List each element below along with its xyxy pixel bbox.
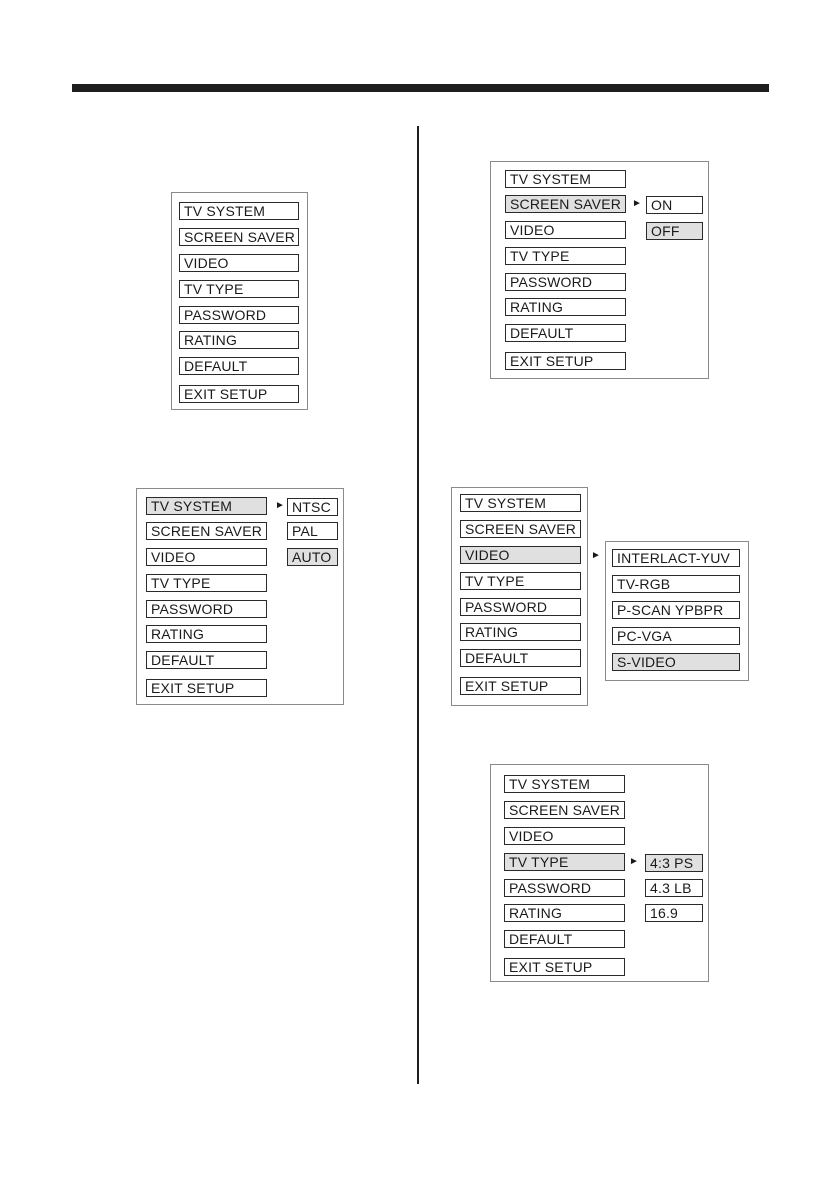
menu-item-video[interactable]: VIDEO bbox=[504, 827, 625, 845]
menu-item-video[interactable]: VIDEO bbox=[460, 546, 581, 564]
video-options-panel bbox=[605, 541, 749, 681]
submenu-arrow-icon: ► bbox=[591, 550, 601, 561]
menu-item-exit-setup[interactable]: EXIT SETUP bbox=[179, 385, 299, 403]
menu-item-password[interactable]: PASSWORD bbox=[460, 598, 581, 616]
option-pc-vga[interactable]: PC-VGA bbox=[612, 627, 740, 645]
menu-item-tv-type[interactable]: TV TYPE bbox=[460, 572, 581, 590]
option-ntsc[interactable]: NTSC bbox=[287, 498, 338, 516]
menu-item-video[interactable]: VIDEO bbox=[179, 254, 299, 272]
submenu-arrow-icon: ► bbox=[629, 856, 639, 867]
option-off[interactable]: OFF bbox=[646, 222, 703, 240]
column-divider bbox=[417, 126, 419, 1084]
menu-item-screen-saver[interactable]: SCREEN SAVER bbox=[504, 801, 625, 819]
option-4-3-lb[interactable]: 4.3 LB bbox=[645, 879, 703, 897]
menu-item-tv-type[interactable]: TV TYPE bbox=[504, 853, 625, 871]
menu-item-tv-type[interactable]: TV TYPE bbox=[505, 247, 626, 265]
menu-item-tv-type[interactable]: TV TYPE bbox=[146, 574, 267, 592]
menu-item-tv-system[interactable]: TV SYSTEM bbox=[505, 170, 626, 188]
menu-item-screen-saver[interactable]: SCREEN SAVER bbox=[460, 520, 581, 538]
menu-item-password[interactable]: PASSWORD bbox=[179, 306, 299, 324]
setup-menu-tv-system bbox=[136, 488, 344, 705]
menu-item-rating[interactable]: RATING bbox=[460, 623, 581, 641]
option-4-3-ps[interactable]: 4:3 PS bbox=[645, 854, 703, 872]
option-s-video[interactable]: S-VIDEO bbox=[612, 653, 740, 671]
menu-item-default[interactable]: DEFAULT bbox=[146, 651, 267, 669]
header-rule bbox=[72, 84, 769, 92]
option-interlact-yuv[interactable]: INTERLACT-YUV bbox=[612, 549, 740, 567]
menu-item-tv-system[interactable]: TV SYSTEM bbox=[460, 494, 581, 512]
menu-item-screen-saver[interactable]: SCREEN SAVER bbox=[505, 195, 626, 213]
menu-item-video[interactable]: VIDEO bbox=[505, 221, 626, 239]
option-16-9[interactable]: 16.9 bbox=[645, 904, 703, 922]
menu-item-password[interactable]: PASSWORD bbox=[146, 600, 267, 618]
option-pal[interactable]: PAL bbox=[287, 522, 338, 540]
setup-menu-screen-saver bbox=[490, 161, 709, 379]
menu-item-tv-type[interactable]: TV TYPE bbox=[179, 280, 299, 298]
menu-item-default[interactable]: DEFAULT bbox=[504, 930, 625, 948]
menu-item-default[interactable]: DEFAULT bbox=[179, 357, 299, 375]
setup-menu-tv-type bbox=[490, 764, 709, 982]
menu-item-password[interactable]: PASSWORD bbox=[505, 273, 626, 291]
menu-item-default[interactable]: DEFAULT bbox=[505, 324, 626, 342]
menu-item-tv-system[interactable]: TV SYSTEM bbox=[146, 497, 267, 515]
option-p-scan-ypbpr[interactable]: P-SCAN YPBPR bbox=[612, 601, 740, 619]
menu-item-exit-setup[interactable]: EXIT SETUP bbox=[505, 352, 626, 370]
menu-item-password[interactable]: PASSWORD bbox=[504, 879, 625, 897]
menu-item-screen-saver[interactable]: SCREEN SAVER bbox=[146, 522, 267, 540]
submenu-arrow-icon: ► bbox=[632, 198, 642, 209]
menu-item-rating[interactable]: RATING bbox=[504, 904, 625, 922]
menu-item-tv-system[interactable]: TV SYSTEM bbox=[504, 775, 625, 793]
menu-item-exit-setup[interactable]: EXIT SETUP bbox=[460, 677, 581, 695]
menu-item-screen-saver[interactable]: SCREEN SAVER bbox=[179, 228, 299, 246]
option-tv-rgb[interactable]: TV-RGB bbox=[612, 575, 740, 593]
menu-item-tv-system[interactable]: TV SYSTEM bbox=[179, 202, 299, 220]
setup-menu-video bbox=[451, 487, 588, 706]
menu-item-default[interactable]: DEFAULT bbox=[460, 649, 581, 667]
menu-item-rating[interactable]: RATING bbox=[505, 298, 626, 316]
menu-item-exit-setup[interactable]: EXIT SETUP bbox=[504, 958, 625, 976]
option-on[interactable]: ON bbox=[646, 196, 703, 214]
setup-menu-main bbox=[171, 192, 308, 410]
menu-item-rating[interactable]: RATING bbox=[179, 331, 299, 349]
menu-item-exit-setup[interactable]: EXIT SETUP bbox=[146, 679, 267, 697]
submenu-arrow-icon: ► bbox=[275, 500, 285, 511]
menu-item-video[interactable]: VIDEO bbox=[146, 548, 267, 566]
menu-item-rating[interactable]: RATING bbox=[146, 625, 267, 643]
option-auto[interactable]: AUTO bbox=[287, 548, 338, 566]
